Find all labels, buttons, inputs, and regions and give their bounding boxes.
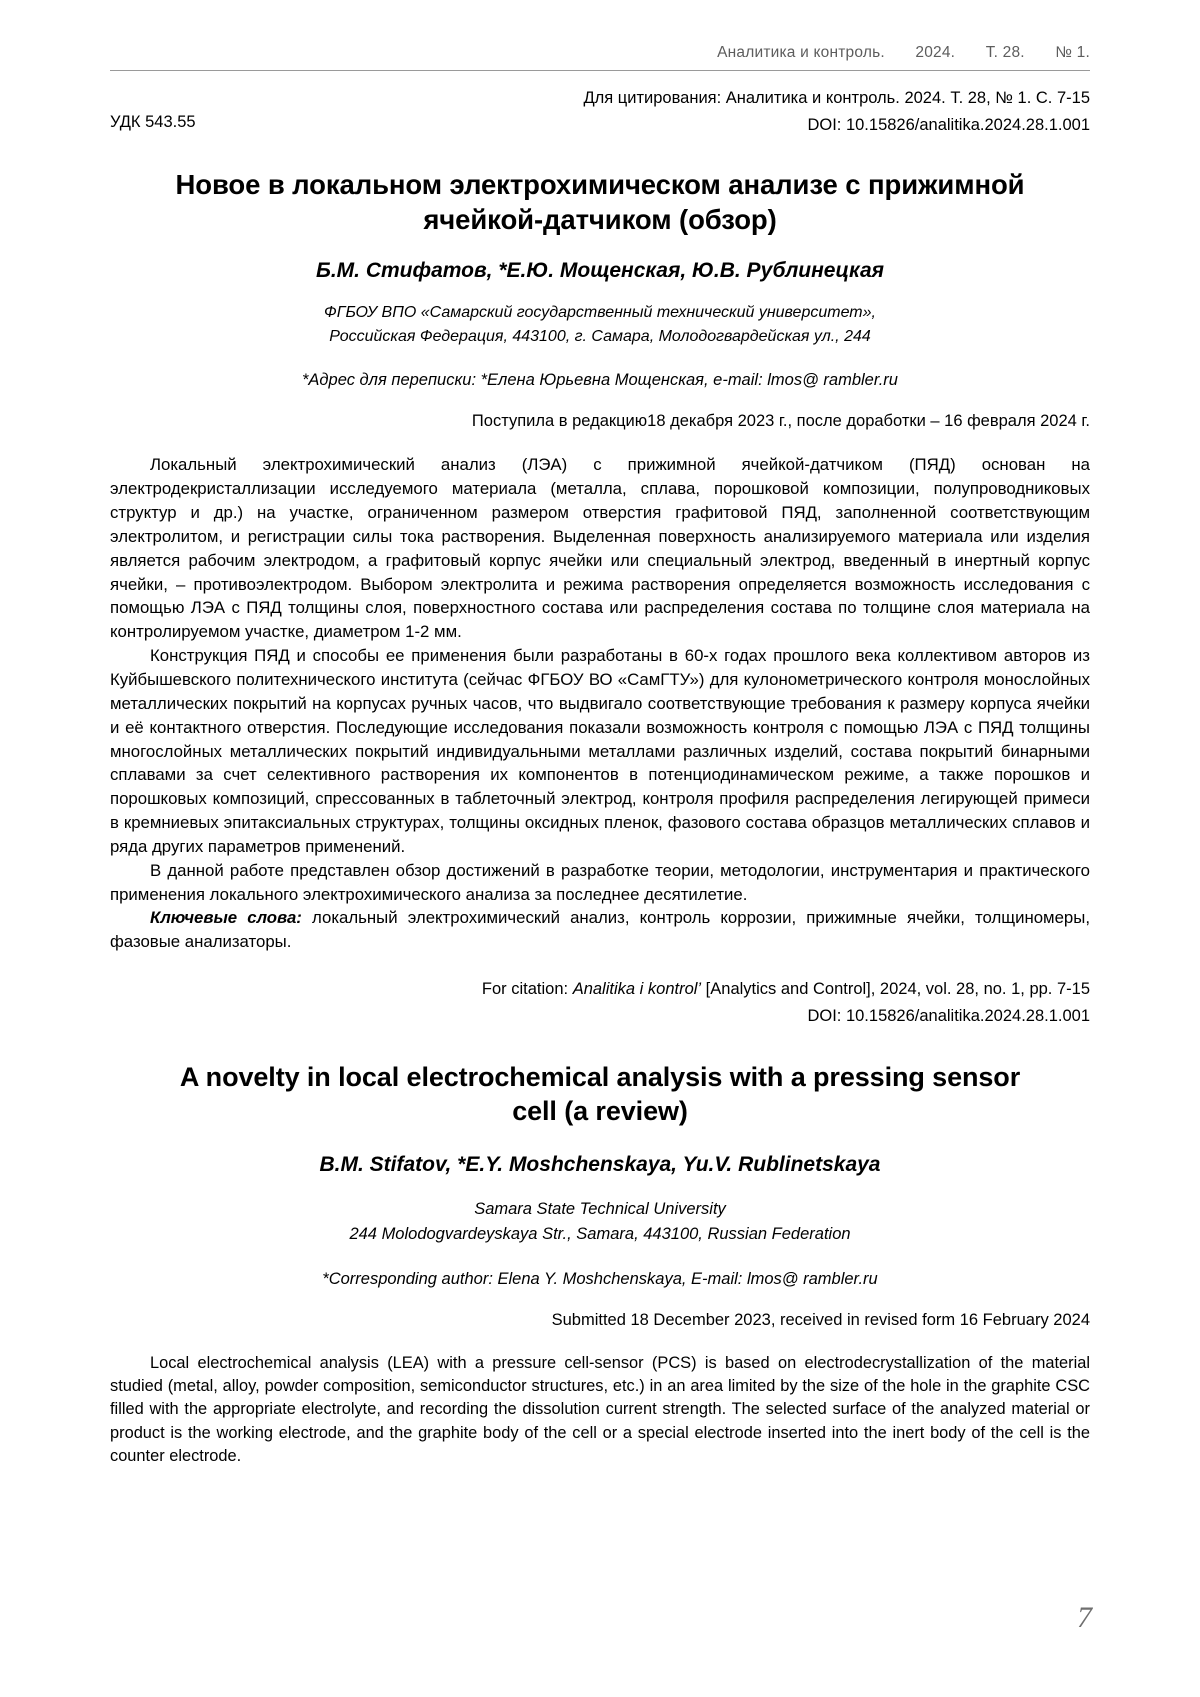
page-number: 7 <box>1077 1601 1092 1634</box>
running-head-volume: Т. 28. <box>985 44 1025 61</box>
udk-code: УДК 543.55 <box>110 113 196 131</box>
abstract-en <box>110 1352 1090 1468</box>
keywords-ru-text: локальный электрохимический анализ, контроль коррозии, прижимные ячейки, толщиномеры, фазовые анализаторы. <box>110 908 1090 952</box>
citation-text-en <box>110 976 1090 1003</box>
abstract-ru-paragraph-1: Локальный электрохимический анализ (ЛЭА) с прижимной ячейкой-датчиком (ПЯД) основан на электродекристаллизации исследуемого материала (металла, сплава, порошковой композиции, полупроводниковых структур и др.) на участке, ограниченном размером отверстия графитовой ПЯД, заполненной соответствующим электролитом, и регистрации силы тока растворения. Выделенная поверхность анализируемого материала или изделия является рабочим электродом, а графитовый корпус ячейки или специальный электрод, введенный в инертный корпус ячейки, – противоэлектродом. Выбором электролита и режима растворения определяется возможность исследования с помощью ЛЭА с ПЯД толщины слоя, поверхностного состава или распределения состава по толщине слоя материала на контролируемом участке, диаметром 1-2 мм. <box>110 455 1090 642</box>
corresponding-author-en: *Corresponding author: Elena Y. Moshchenskaya, E-mail: lmos@ rambler.ru <box>322 1269 878 1288</box>
abstract-ru <box>110 453 1090 954</box>
abstract-ru-paragraph-2: Конструкция ПЯД и способы ее применения были разработаны в 60-х годах прошлого века коллективом авторов из Куйбышевского политехнического института (сейчас ФГБОУ ВО «СамГТУ») для кулонометрического контроля монослойных металлических покрытий на корпусах ручных часов, что выдвигало соответствующие требования к размеру корпуса ячейки и её контактного отверстия. Последующие исследования показали возможность контроля с помощью ЛЭА с ПЯД толщины многослойных металлических покрытий индивидуальными металлами различных изделий, состава покрытий бинарными сплавами за счет селективного растворения их компонентов в потенциодинамическом режиме, а также порошков и порошковых композиций, спрессованных в таблеточный электрод, контроля профиля распределения легирующей примеси в кремниевых эпитаксиальных структурах, толщины оксидных пленок, фазового состава образцов металлических сплавов и ряда других параметров применений. <box>110 646 1090 856</box>
corresponding-author-ru: *Адрес для переписки: *Елена Юрьевна Мощенская, e-mail: lmos@ rambler.ru <box>302 371 898 390</box>
doi-ru: DOI: 10.15826/analitika.2024.28.1.001 <box>807 115 1090 134</box>
citation-block-ru <box>110 85 1090 143</box>
article-title-ru: Новое в локальном электрохимическом анализе с прижимной ячейкой-датчиком (обзор) <box>175 169 1025 236</box>
affiliation-ru-line2: Российская Федерация, 443100, г. Самара, Молодогвардейская ул., 244 <box>329 328 871 346</box>
citation-en-prefix: For citation: <box>481 980 573 999</box>
affiliation-ru-line1: ФГБОУ ВПО «Самарский государственный технический университет», <box>324 304 876 322</box>
affiliation-en-line2: 244 Molodogvardeyskaya Str., Samara, 443100, Russian Federation <box>349 1225 851 1244</box>
keywords-ru-label: Ключевые слова: <box>150 908 302 928</box>
keywords-ru <box>110 906 1090 954</box>
abstract-ru-paragraph-3: В данной работе представлен обзор достижений в разработке теории, методологии, инструментария и практического применения локального электрохимического анализа за последнее десятилетие. <box>110 860 1090 904</box>
citation-lines-ru <box>110 85 1090 138</box>
running-head-journal: Аналитика и контроль. <box>717 44 885 61</box>
page-content <box>110 44 1090 1468</box>
affiliation-en-line1: Samara State Technical University <box>474 1199 726 1218</box>
doi-en: DOI: 10.15826/analitika.2024.28.1.001 <box>807 1006 1090 1025</box>
citation-text-ru: Для цитирования: Аналитика и контроль. 2024. Т. 28, № 1. С. 7-15 <box>583 89 1090 107</box>
authors-en: B.M. Stifatov, *E.Y. Moshchenskaya, Yu.V. Rublinetskaya <box>319 1152 881 1176</box>
citation-block-en <box>110 976 1090 1029</box>
running-head-issue: № 1. <box>1055 44 1090 61</box>
affiliation-en <box>110 1197 1090 1248</box>
abstract-en-paragraph-1: Local electrochemical analysis (LEA) with a pressure cell-sensor (PCS) is based on electrodecrystallization of the material studied (metal, alloy, powder composition, semiconductor structures, etc.) in an area limited by the size of the hole in the graphite CSC filled with the appropriate electrolyte, and recording the dissolution current strength. The selected surface of the analyzed material or product is the working electrode, and the graphite body of the cell or a special electrode inserted into the inert body of the cell is the counter electrode. <box>110 1353 1090 1465</box>
running-head <box>110 44 1090 70</box>
citation-en-rest: [Analytics and Control], 2024, vol. 28, no. 1, pp. 7-15 <box>701 980 1090 999</box>
citation-en-journal: Analitika i kontrol’ <box>572 980 702 999</box>
submission-dates-en: Submitted 18 December 2023, received in revised form 16 February 2024 <box>551 1310 1090 1329</box>
affiliation-ru <box>110 301 1090 349</box>
authors-ru: Б.М. Стифатов, *Е.Ю. Мощенская, Ю.В. Рублинецкая <box>315 259 884 283</box>
header-divider <box>110 70 1090 71</box>
article-title-en: A novelty in local electrochemical analysis with a pressing sensor cell (a review) <box>179 1061 1021 1127</box>
running-head-year: 2024. <box>915 44 956 61</box>
submission-dates-ru: Поступила в редакцию18 декабря 2023 г., после доработки – 16 февраля 2024 г. <box>471 412 1090 431</box>
